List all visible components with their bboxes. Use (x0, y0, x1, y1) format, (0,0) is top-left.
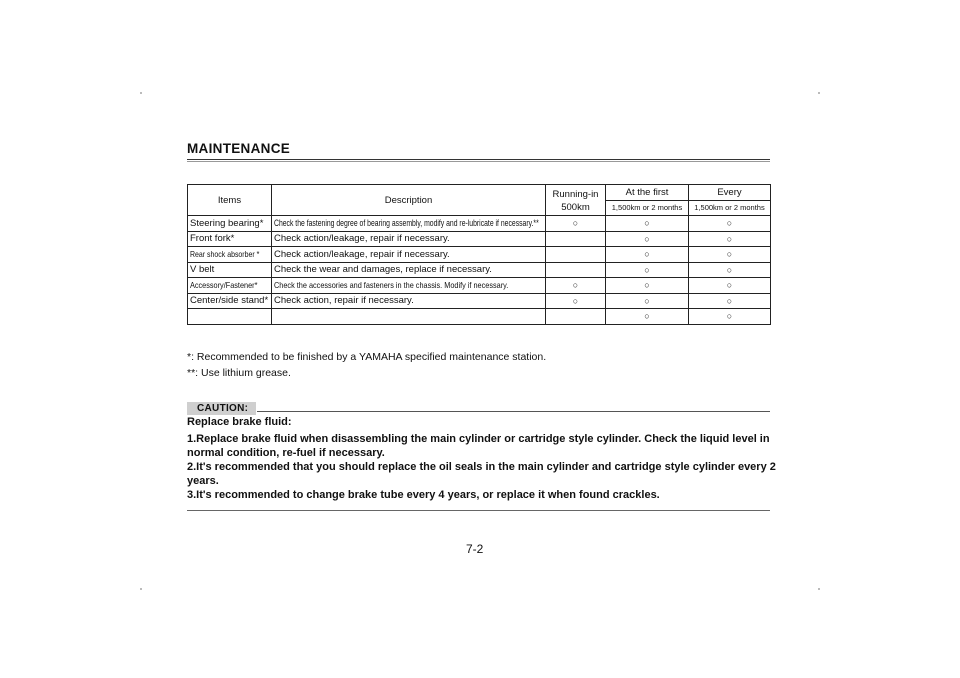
title-rule (187, 161, 770, 162)
caution-body (187, 415, 777, 502)
running-in-mark: ○ (546, 278, 606, 294)
description-text: Check the accessories and fasteners in the chassis. Modify if necessary. (274, 279, 509, 290)
every-mark: ○ (689, 293, 771, 309)
maintenance-table (187, 184, 771, 325)
first-mark: ○ (606, 231, 689, 247)
header-every-interval: 1,500km or 2 months (689, 200, 771, 216)
table-row (188, 247, 771, 263)
table-row (188, 309, 771, 325)
item-cell (188, 247, 272, 263)
header-first-interval: 1,500km or 2 months (606, 200, 689, 216)
caution-label: CAUTION: (187, 402, 256, 415)
first-mark: ○ (606, 262, 689, 278)
table-row (188, 262, 771, 278)
footnote-star: *: Recommended to be finished by a YAMAHA specified maintenance station. (187, 351, 547, 363)
caution-bottom-rule (187, 510, 770, 511)
running-in-mark (546, 262, 606, 278)
every-mark: ○ (689, 309, 771, 325)
running-in-mark (546, 247, 606, 263)
first-mark: ○ (606, 293, 689, 309)
every-mark: ○ (689, 262, 771, 278)
description-cell: Check action/leakage, repair if necessary. (272, 247, 546, 263)
caution-rule (257, 411, 770, 412)
every-mark: ○ (689, 278, 771, 294)
table-row (188, 278, 771, 294)
first-mark: ○ (606, 216, 689, 232)
running-in-mark: ○ (546, 293, 606, 309)
running-in-mark (546, 231, 606, 247)
every-mark: ○ (689, 231, 771, 247)
crop-mark (140, 588, 142, 590)
first-mark: ○ (606, 309, 689, 325)
every-mark: ○ (689, 216, 771, 232)
description-cell (272, 278, 546, 294)
caution-line: 2.It's recommended that you should replace the oil seals in the main cylinder and cartridge style cylinder every 2 years. (187, 461, 776, 487)
crop-mark (140, 92, 142, 94)
description-cell (272, 309, 546, 325)
item-cell (188, 309, 272, 325)
caution-heading: Replace brake fluid: (187, 416, 292, 428)
item-cell: Center/side stand* (188, 293, 272, 309)
header-every: Every (689, 185, 771, 201)
item-cell (188, 278, 272, 294)
item-cell: Steering bearing* (188, 216, 272, 232)
header-running-in-line2: 500km (561, 202, 590, 213)
item-cell: Front fork* (188, 231, 272, 247)
description-cell (272, 216, 546, 232)
description-cell: Check action, repair if necessary. (272, 293, 546, 309)
header-description: Description (272, 185, 546, 216)
item-cell: V belt (188, 262, 272, 278)
caution-line: 3.It's recommended to change brake tube every 4 years, or replace it when found crackles. (187, 489, 660, 501)
every-mark: ○ (689, 247, 771, 263)
header-running-in-line1: Running-in (552, 189, 599, 200)
crop-mark (818, 588, 820, 590)
description-cell: Check action/leakage, repair if necessary. (272, 231, 546, 247)
description-cell: Check the wear and damages, replace if necessary. (272, 262, 546, 278)
first-mark: ○ (606, 278, 689, 294)
caution-line: 1.Replace brake fluid when disassembling the main cylinder or cartridge style cylinder. Check the liquid level in normal condition, re-fuel if necessary. (187, 433, 770, 459)
page-number: 7-2 (466, 542, 484, 556)
table-row (188, 216, 771, 232)
caution-header (187, 398, 770, 416)
header-at-first: At the first (606, 185, 689, 201)
item-text: Accessory/Fastener* (190, 279, 258, 290)
page-title: MAINTENANCE (187, 141, 291, 156)
title-rule (187, 159, 770, 160)
table-header-row (188, 185, 771, 201)
first-mark: ○ (606, 247, 689, 263)
footnote-double-star: **: Use lithium grease. (187, 367, 291, 379)
crop-mark (818, 92, 820, 94)
running-in-mark (546, 309, 606, 325)
running-in-mark: ○ (546, 216, 606, 232)
footnotes (187, 349, 546, 381)
header-items: Items (188, 185, 272, 216)
table-row (188, 293, 771, 309)
table-row (188, 231, 771, 247)
description-text: Check the fastening degree of bearing assembly, modify and re-lubricate if necessary.** (274, 217, 539, 228)
header-running-in (546, 185, 606, 216)
item-text: Rear shock absorber * (190, 248, 260, 259)
